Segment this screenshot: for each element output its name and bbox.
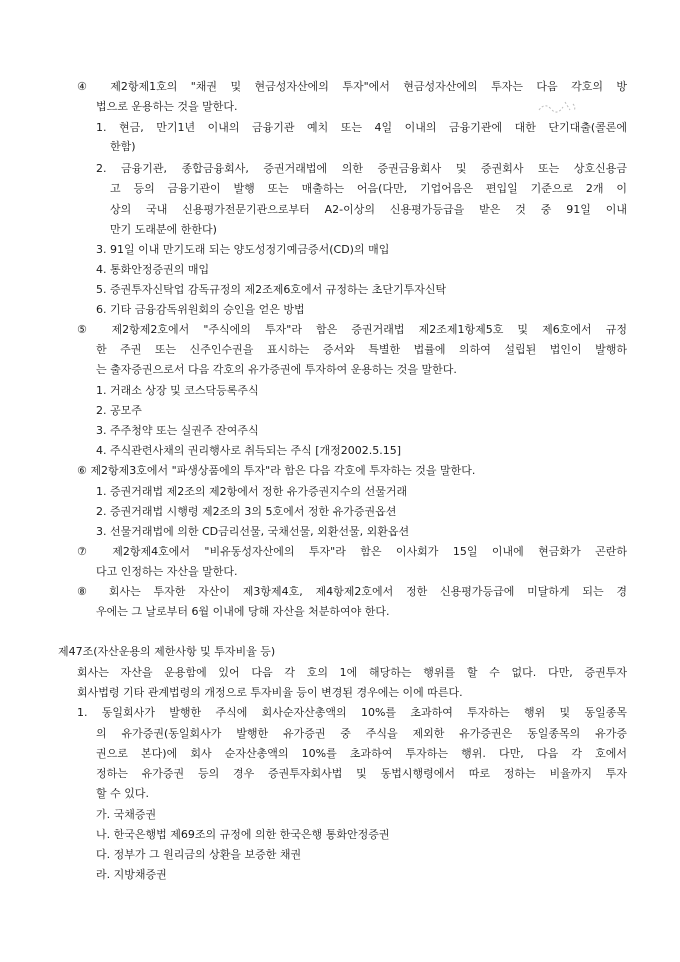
para-5-item-4: 4. 주식관련사채의 권리행사로 취득되는 주식 [개정2002.5.15] <box>96 444 402 457</box>
article-47-item-1-line-5: 할 수 있다. <box>96 787 149 800</box>
para-5-line-1: ⑤ 제2항제2호에서 "주식에의 투자"라 함은 증권거래법 제2조제1항제5호 및 제6호에서 규정 <box>77 323 627 336</box>
para-4-item-6: 6. 기타 금융감독위원회의 승인을 얻은 방법 <box>96 303 305 316</box>
para-8-line-1: ⑧ 회사는 투자한 자산이 제3항제4호, 제4항제2호에서 정한 신용평가등급에 미달하게 되는 경 <box>77 585 627 598</box>
para-7-line-1: ⑦ 제2항제4호에서 "비유동성자산에의 투자"라 함은 이사회가 15일 이내에 현금화가 곤란하 <box>77 545 627 558</box>
para-4-item-4: 4. 통화안정증권의 매입 <box>96 263 210 276</box>
para-8-line-2: 우에는 그 날로부터 6월 이내에 당해 자산을 처분하여야 한다. <box>96 605 390 618</box>
para-4-item-2-line-2: 고 등의 금융기관이 발행 또는 매출하는 어음(다만, 기업어음은 편입일 기준으로 2개 이 <box>110 182 627 195</box>
para-5-item-3: 3. 주주청약 또는 실권주 잔여주식 <box>96 424 259 437</box>
para-4-line-1: ④ 제2항제1호의 "채권 및 현금성자산에의 투자"에서 현금성자산에의 투자는 다음 각호의 방 <box>77 80 627 93</box>
para-6-item-2: 2. 증권거래법 시행령 제2조의 3의 5호에서 정한 유가증권옵션 <box>96 505 397 518</box>
article-47-item-1-line-2: 의 유가증권(동일회사가 발행한 유가증권 중 주식을 제외한 유가증권은 동일종목의 유가증 <box>96 727 627 740</box>
article-47-item-1-line-4: 정하는 유가증권 등의 경우 증권투자회사법 및 동법시행령에서 따로 정하는 비율까지 투자 <box>96 767 627 780</box>
para-4-item-3: 3. 91일 이내 만기도래 되는 양도성정기예금증서(CD)의 매입 <box>96 243 390 256</box>
para-6-line-1: ⑥ 제2항제3호에서 "파생상품에의 투자"라 함은 다음 각호에 투자하는 것을 말한다. <box>77 464 476 477</box>
para-5-item-2: 2. 공모주 <box>96 404 142 417</box>
article-47-item-1-line-1: 1. 동일회사가 발행한 주식에 회사순자산총액의 10%를 초과하여 투자하는 행위 및 동일종목 <box>77 706 627 719</box>
para-4-item-2-line-1: 2. 금융기관, 종합금융회사, 증권거래법에 의한 증권금융회사 및 증권회사 또는 상호신용금 <box>96 162 627 175</box>
para-7-line-2: 다고 인정하는 자산을 말한다. <box>96 565 238 578</box>
para-4-item-1-line-1: 1. 현금, 만기1년 이내의 금융기관 예치 또는 4일 이내의 금융기관에 대한 단기대출(콜론에 <box>96 121 627 134</box>
para-5-line-2: 한 주권 또는 신주인수권을 표시하는 증서와 특별한 법률에 의하여 설립된 법인이 발행하 <box>96 343 627 356</box>
para-4-item-1-line-2: 한함) <box>110 140 136 153</box>
para-5-item-1: 1. 거래소 상장 및 코스닥등록주식 <box>96 384 259 397</box>
para-5-line-3: 는 출자증권으로서 다음 각호의 유가증권에 투자하여 운용하는 것을 말한다. <box>96 363 457 376</box>
article-47-title: 제47조(자산운용의 제한사항 및 투자비율 등) <box>58 645 276 658</box>
para-6-item-3: 3. 선물거래법에 의한 CD금리선물, 국채선물, 외환선물, 외환옵션 <box>96 525 410 538</box>
article-47-line-1: 회사는 자산을 운용함에 있어 다음 각 호의 1에 해당하는 행위를 할 수 없다. 다만, 증권투자 <box>77 666 627 679</box>
sub-item-ga: 가. 국채증권 <box>96 808 157 821</box>
sub-item-na: 나. 한국은행법 제69조의 규정에 의한 한국은행 통화안정증권 <box>96 828 390 841</box>
para-4-line-2: 법으로 운용하는 것을 말한다. <box>96 100 238 113</box>
para-6-item-1: 1. 증권거래법 제2조의 제2항에서 정한 유가증권지수의 선물거래 <box>96 485 408 498</box>
para-4-item-2-line-4: 만기 도래분에 한한다) <box>110 223 217 236</box>
sub-item-ra: 라. 지방채증권 <box>96 868 167 881</box>
scribble-mark <box>537 98 579 114</box>
article-47-item-1-line-3: 권으로 본다)에 회사 순자산총액의 10%를 초과하여 투자하는 행위. 다만, 다음 각 호에서 <box>96 747 627 760</box>
article-47-line-2: 회사법령 기타 관계법령의 개정으로 투자비율 등이 변경된 경우에는 이에 따른다. <box>77 686 463 699</box>
para-4-item-5: 5. 증권투자신탁업 감독규정의 제2조제6호에서 규정하는 초단기투자신탁 <box>96 283 447 296</box>
para-4-item-2-line-3: 상의 국내 신용평가전문기관으로부터 A2-이상의 신용평가등급을 받은 것 중 91일 이내 <box>110 203 627 216</box>
sub-item-da: 다. 정부가 그 원리금의 상환을 보증한 채권 <box>96 848 302 861</box>
